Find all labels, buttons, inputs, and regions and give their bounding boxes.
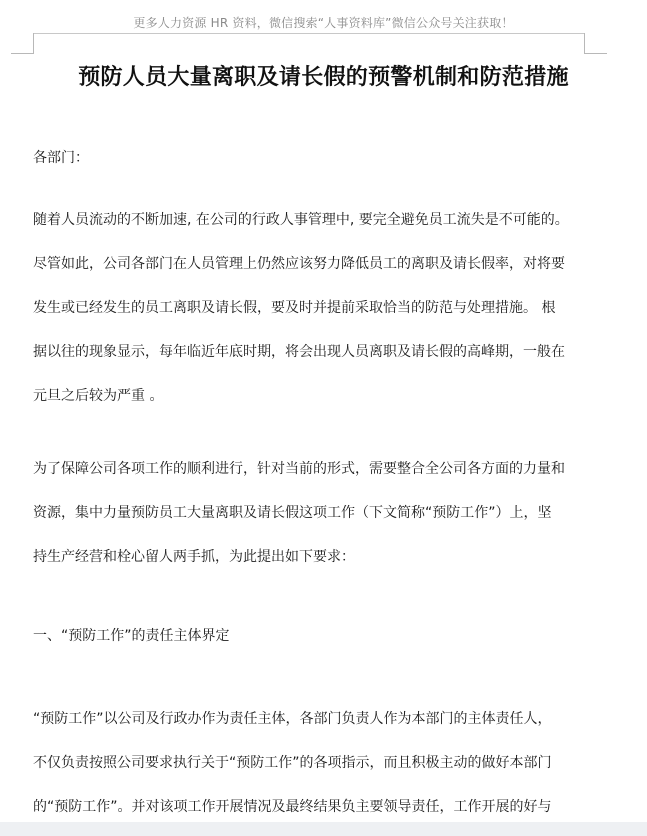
paragraph-line: 不仅负责按照公司要求执行关于“预防工作”的各项指示，而且积极主动的做好本部门: [33, 755, 552, 771]
margin-corner-mark-left: [11, 33, 34, 54]
header-note: 更多人力资源 HR 资料，微信搜索“人事资料库”微信公众号关注获取！: [133, 16, 514, 30]
section-heading-text: 一、“预防工作”的责任主体界定: [33, 628, 230, 644]
header-rule: [33, 33, 584, 34]
paragraph-line: “预防工作”以公司及行政办作为责任主体，各部门负责人作为本部门的主体责任人，: [33, 711, 552, 727]
paragraph-line: 尽管如此，公司各部门在人员管理上仍然应该努力降低员工的离职及请长假率，对将要: [33, 256, 565, 272]
document-title: 预防人员大量离职及请长假的预警机制和防范措施: [78, 65, 569, 90]
section-heading: [33, 614, 593, 658]
paragraph-line: 发生或已经发生的员工离职及请长假，要及时并提前采取恰当的防范与处理措施。 根: [33, 300, 556, 316]
paragraph-1: [33, 198, 593, 418]
paragraph-line: 据以往的现象显示，每年临近年底时期，将会出现人员离职及请长假的高峰期，一般在: [33, 344, 565, 360]
paragraph-line: 的“预防工作”。并对该项工作开展情况及最终结果负主要领导责任，工作开展的好与: [33, 799, 552, 815]
paragraph-2: [33, 447, 593, 579]
viewer-bottom-bar: [0, 822, 647, 836]
paragraph-line: 为了保障公司各项工作的顺利进行，针对当前的形式，需要整合全公司各方面的力量和: [33, 461, 565, 477]
margin-corner-mark-right: [584, 33, 607, 54]
paragraph-line: 元旦之后较为严重 。: [33, 388, 164, 404]
paragraph-line: 随着人员流动的不断加速, 在公司的行政人事管理中, 要完全避免员工流失是不可能的。: [33, 212, 569, 228]
paragraph-line: 持生产经营和栓心留人两手抓，为此提出如下要求：: [33, 549, 355, 565]
section-paragraph: [33, 697, 593, 829]
salutation: [33, 136, 593, 180]
salutation-text: 各部门：: [33, 150, 89, 166]
paragraph-line: 资源，集中力量预防员工大量离职及请长假这项工作（下文简称“预防工作”）上，坚: [33, 505, 552, 521]
